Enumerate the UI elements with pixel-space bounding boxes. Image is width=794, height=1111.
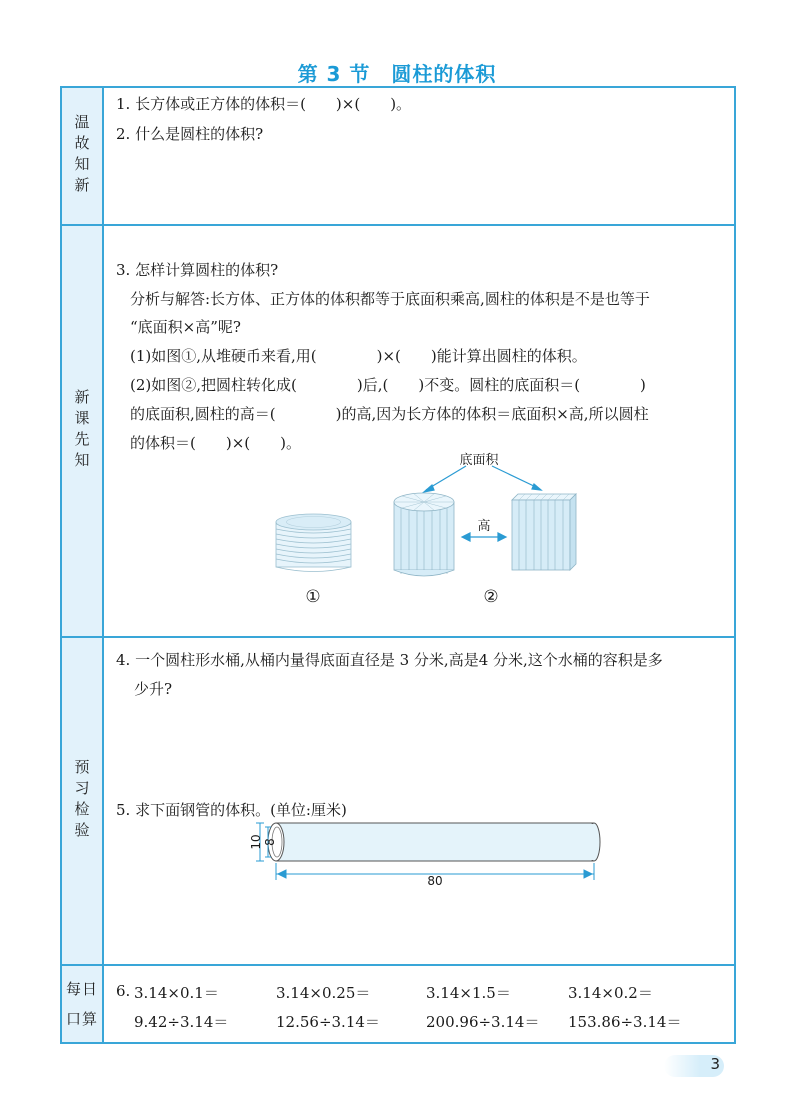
pipe-inner-diameter-label: 8: [263, 838, 277, 846]
height-label: 高: [477, 519, 491, 534]
base-area-label: 底面积: [459, 453, 499, 468]
section-label-review: 温故知新: [62, 88, 104, 224]
section-label-new: 新课先知: [62, 226, 104, 636]
coin-stack-illustration: [276, 514, 351, 572]
calc-item: 200.96÷3.14＝: [426, 1013, 540, 1031]
base-area-arrows: [424, 466, 541, 492]
calc-item: 3.14×0.2＝: [568, 984, 653, 1002]
section-new: [62, 226, 734, 638]
question-4-line-1: 4. 一个圆柱形水桶,从桶内量得底面直径是 3 分米,高是4 分米,这个水桶的容积是多: [116, 651, 663, 669]
cylinder-illustration: [394, 493, 454, 576]
analysis-line-4: (2)如图②,把圆柱转化成( )后,( )不变。圆柱的底面积＝( ): [130, 376, 646, 394]
question-5: 5. 求下面钢管的体积。(单位:厘米): [116, 801, 347, 819]
section-label-preview: 预习检验: [62, 638, 104, 964]
calc-item: 3.14×0.25＝: [276, 984, 371, 1002]
pipe-outer-diameter-label: 10: [249, 834, 263, 850]
calc-item: 9.42÷3.14＝: [134, 1013, 229, 1031]
section-daily-content: [116, 966, 726, 1042]
section-preview-content: [116, 638, 726, 964]
section-review: [62, 88, 734, 226]
question-6-label: 6.: [116, 982, 131, 1000]
question-2: 2. 什么是圆柱的体积?: [116, 125, 264, 143]
pipe-length-label: 80: [427, 874, 443, 888]
section-daily: [62, 966, 734, 1042]
cuboid-illustration: [512, 494, 576, 570]
calc-item: 12.56÷3.14＝: [276, 1013, 380, 1031]
page-title: 第 3 节 圆柱的体积: [297, 62, 497, 86]
calc-item: 3.14×1.5＝: [426, 984, 511, 1002]
section-review-content: [116, 88, 726, 224]
figure-2-caption: ②: [483, 587, 499, 607]
cylinder-figures: [266, 452, 606, 612]
page-number: 3: [664, 1055, 724, 1077]
steel-pipe-diagram: [249, 816, 616, 888]
figure-1-caption: ①: [305, 587, 321, 607]
analysis-line-5: 的底面积,圆柱的高＝( )的高,因为长方体的体积＝底面积×高,所以圆柱: [130, 405, 649, 423]
worksheet-frame: [60, 86, 736, 1044]
calc-item: 153.86÷3.14＝: [568, 1013, 682, 1031]
calc-item: 3.14×0.1＝: [134, 984, 219, 1002]
section-label-daily: 每日口算: [62, 966, 104, 1042]
analysis-line-1: 分析与解答:长方体、正方体的体积都等于底面积乘高,圆柱的体积是不是也等于: [130, 290, 650, 308]
analysis-line-6: 的体积＝( )×( )。: [130, 434, 301, 452]
question-3: 3. 怎样计算圆柱的体积?: [116, 261, 279, 279]
section-new-content: [116, 226, 726, 636]
analysis-line-2: “底面积×高”呢?: [130, 318, 241, 336]
question-4-line-2: 少升?: [134, 680, 173, 698]
analysis-line-3: (1)如图①,从堆硬币来看,用( )×( )能计算出圆柱的体积。: [130, 347, 587, 365]
question-1: 1. 长方体或正方体的体积＝( )×( )。: [116, 95, 412, 113]
height-arrow: [462, 533, 506, 541]
section-preview: [62, 638, 734, 966]
